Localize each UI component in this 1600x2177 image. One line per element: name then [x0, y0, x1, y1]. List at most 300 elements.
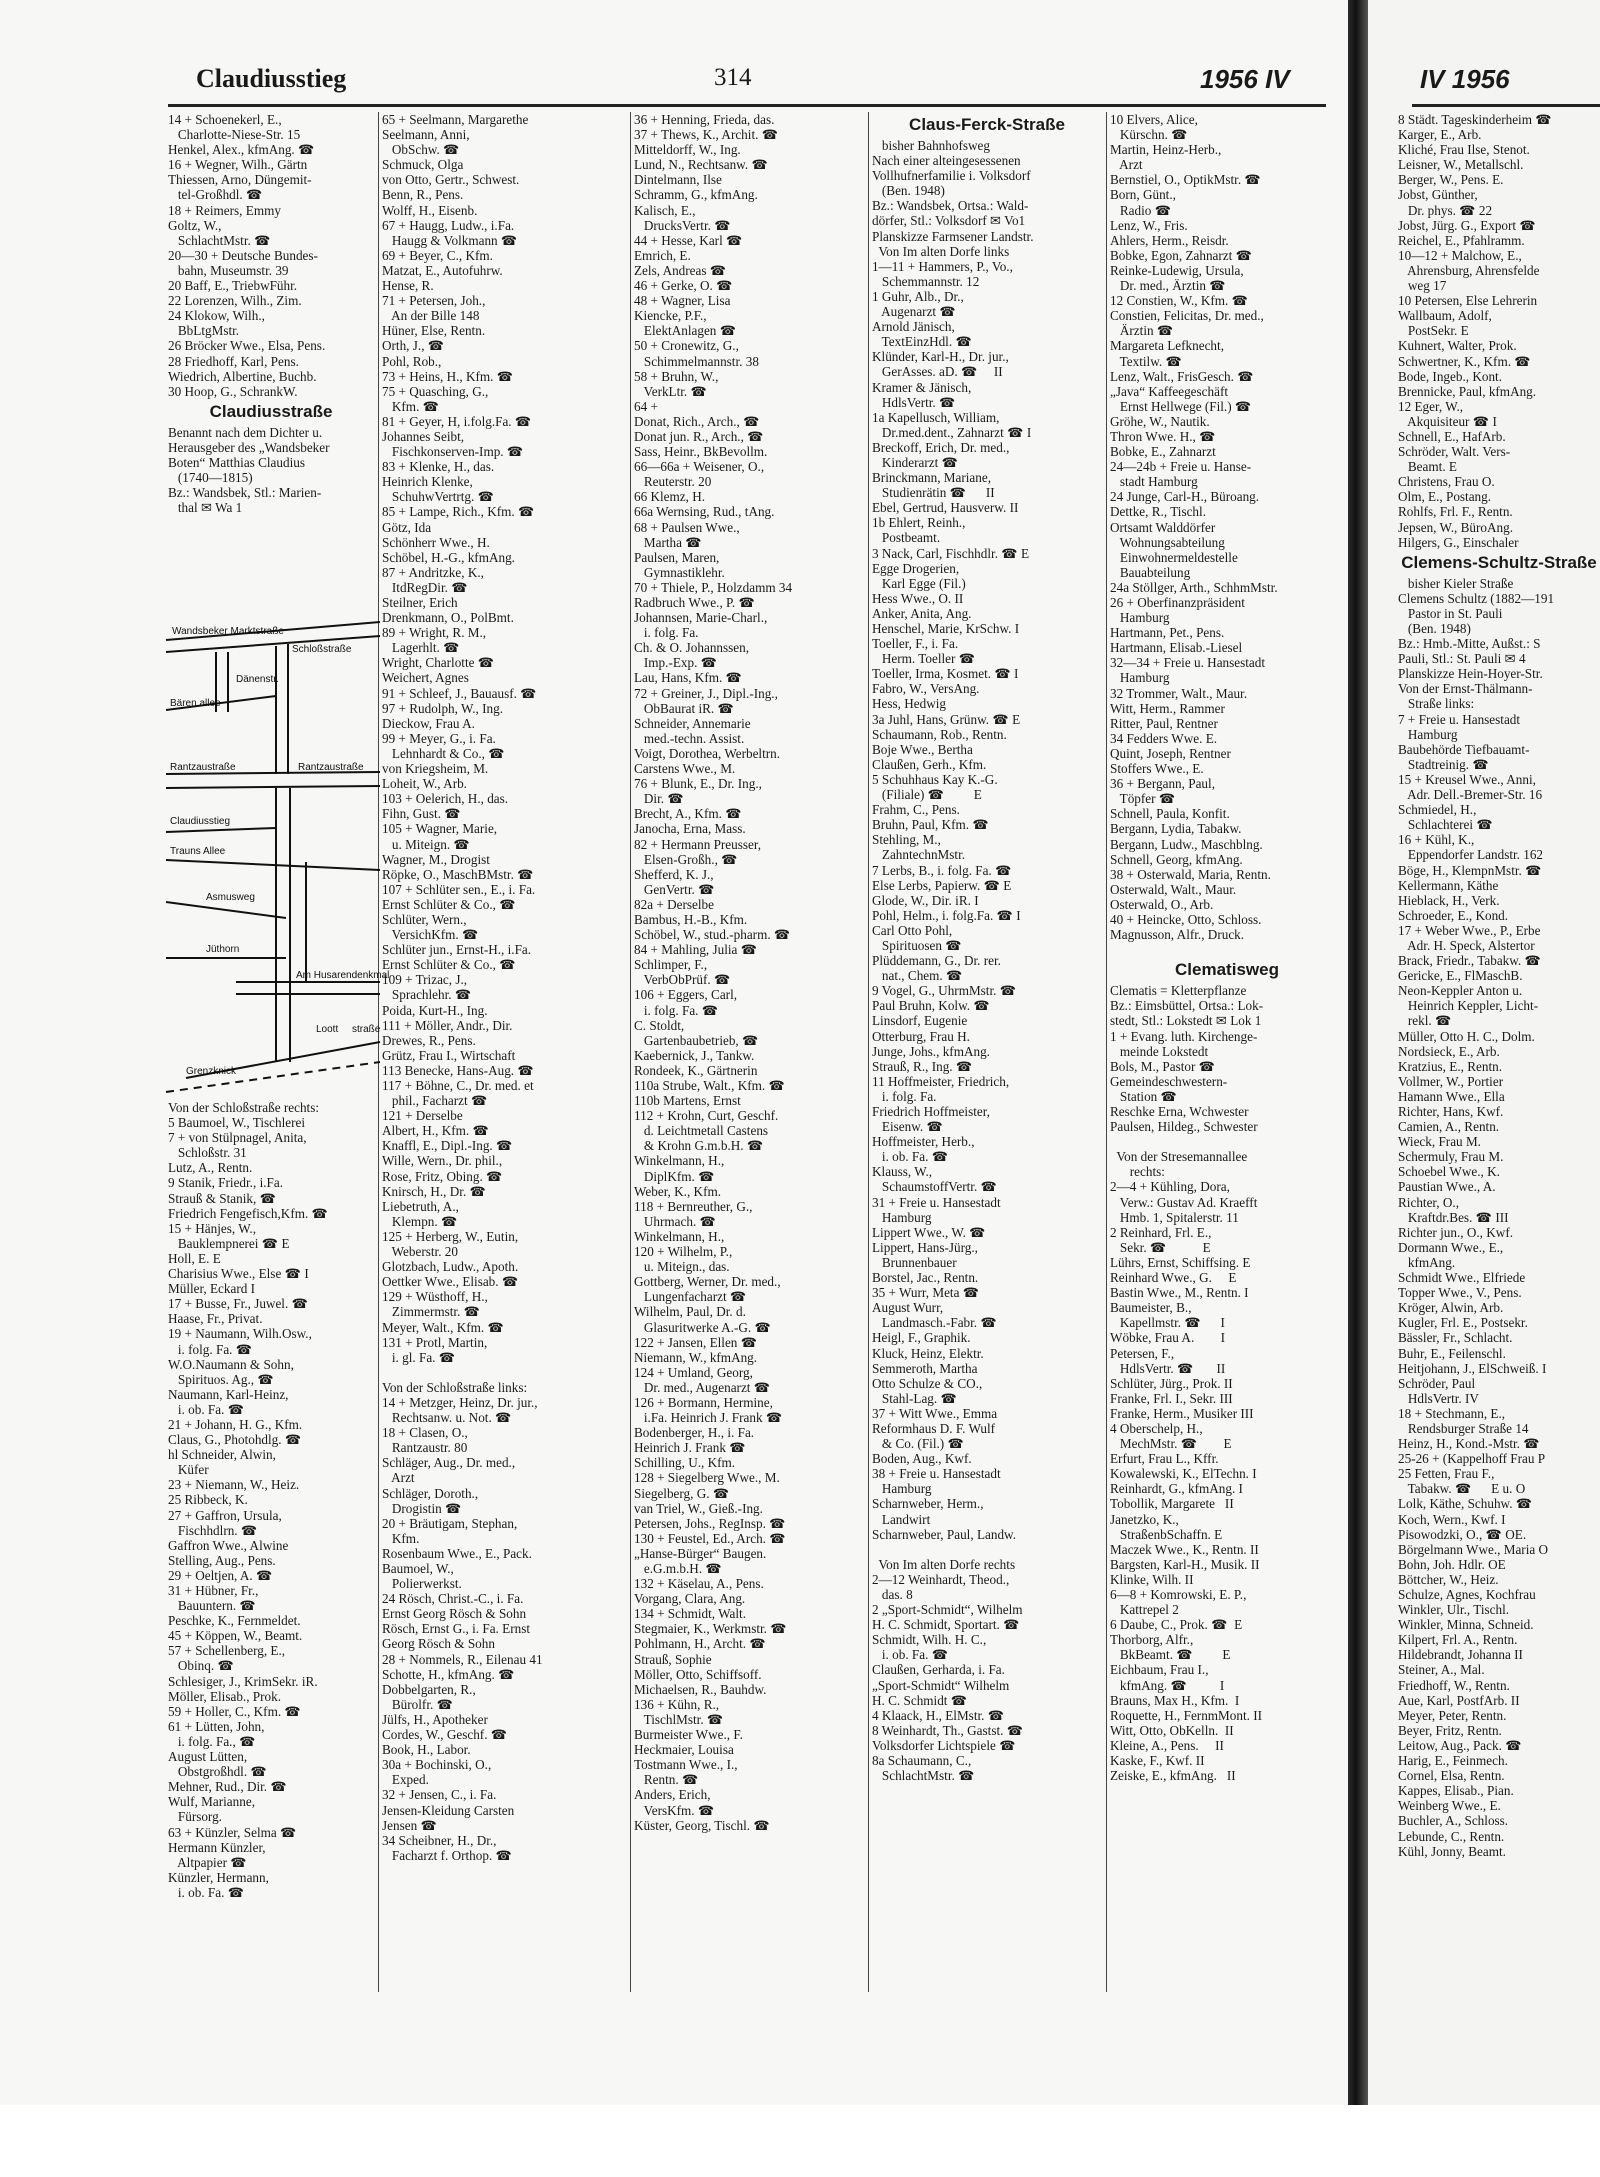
directory-entry: Gericke, E., FlMaschB.	[1398, 968, 1523, 984]
directory-entry: Wilhelm, Paul, Dr. d.	[634, 1304, 746, 1320]
directory-entry: Heitjohann, J., ElSchweiß. I	[1398, 1360, 1547, 1376]
directory-entry: 63 + Künzler, Selma ☎	[168, 1824, 297, 1840]
directory-entry: Schlüter, Wern.,	[382, 911, 467, 927]
directory-entry: Bambus, H.-B., Kfm.	[634, 911, 748, 927]
directory-entry: 20 Baff, E., TriebwFühr.	[168, 278, 298, 294]
directory-entry: Adr. Dell.-Bremer-Str. 16	[1398, 787, 1543, 803]
directory-entry: Knirsch, H., Dr. ☎	[382, 1183, 486, 1199]
directory-entry: Camien, A., Rentn.	[1398, 1119, 1500, 1135]
directory-entry: 109 + Trizac, J.,	[382, 972, 468, 988]
directory-entry: Charisius Wwe., Else ☎ I	[168, 1266, 309, 1282]
directory-entry: Reuterstr. 20	[634, 474, 712, 490]
directory-entry: Von Im alten Dorfe rechts	[872, 1556, 1016, 1572]
directory-entry: Hermann Künzler,	[168, 1839, 266, 1855]
directory-entry: Fabro, W., VersAng.	[872, 681, 980, 697]
directory-entry: Karger, E., Arb.	[1398, 127, 1482, 143]
directory-entry: Margareta Lefknecht,	[1110, 338, 1224, 354]
directory-entry: 12 Eger, W.,	[1398, 398, 1464, 414]
directory-entry: Buhr, E., Feilenschl.	[1398, 1345, 1506, 1361]
directory-entry: van Triel, W., Gieß.-Ing.	[634, 1500, 763, 1516]
directory-entry: Carstens Wwe., M.	[634, 761, 736, 777]
directory-entry: Michaelsen, R., Bauhdw.	[634, 1681, 767, 1697]
directory-entry: 50 + Cronewitz, G.,	[634, 338, 739, 354]
directory-column-5	[1110, 112, 1344, 1992]
directory-entry: Von der Stresemannallee	[1110, 1149, 1248, 1165]
directory-entry: 3a Juhl, Hans, Grünw. ☎ E	[872, 711, 1021, 727]
directory-entry: Osterwald, O., Arb.	[1110, 896, 1214, 912]
directory-entry: 23 + Niemann, W., Heiz.	[168, 1477, 300, 1493]
directory-entry: thal ✉ Wa 1	[168, 500, 243, 516]
directory-entry: von Kriegsheim, M.	[382, 761, 489, 777]
directory-entry: Radio ☎	[1110, 202, 1172, 218]
map-label: Rantzaustraße	[170, 762, 236, 773]
directory-entry: Kröger, Alwin, Arb.	[1398, 1300, 1504, 1316]
directory-entry: Rentn. ☎	[634, 1772, 699, 1788]
directory-entry: Leisner, W., Metallschl.	[1398, 157, 1524, 173]
directory-entry: Dieckow, Frau A.	[382, 715, 475, 731]
directory-entry: Erfurt, Frau L., Kffr.	[1110, 1451, 1219, 1467]
directory-entry: Facharzt f. Orthop. ☎	[382, 1847, 512, 1863]
directory-entry: Bruhn, Paul, Kfm. ☎	[872, 817, 989, 833]
directory-entry: Bürolfr. ☎	[382, 1696, 454, 1712]
directory-entry: StraßenbSchaffn. E	[1110, 1526, 1223, 1542]
directory-entry: 120 + Wilhelm, P.,	[634, 1244, 733, 1260]
directory-entry: Oettker Wwe., Elisab. ☎	[382, 1274, 519, 1290]
directory-entry: Bargsten, Karl-H., Musik. II	[1110, 1556, 1260, 1572]
directory-entry: Haase, Fr., Privat.	[168, 1311, 263, 1327]
directory-entry: Gartenbaubetrieb, ☎	[634, 1032, 759, 1048]
directory-entry: Christens, Frau O.	[1398, 474, 1495, 490]
directory-entry: 35 + Wurr, Meta ☎	[872, 1285, 980, 1301]
directory-entry: ObSchw. ☎	[382, 142, 460, 158]
directory-entry: 44 + Hesse, Karl ☎	[634, 232, 743, 248]
directory-entry: 61 + Lütten, John,	[168, 1718, 265, 1734]
directory-entry: Weberstr. 20	[382, 1244, 458, 1260]
directory-entry: C. Stoldt,	[634, 1017, 685, 1033]
directory-entry: 126 + Bormann, Hermine,	[634, 1394, 773, 1410]
directory-entry: Tobollik, Margarete II	[1110, 1496, 1234, 1512]
directory-entry: Reichel, E., Pfahlramm.	[1398, 232, 1525, 248]
directory-entry: Landmasch.-Fabr. ☎	[872, 1315, 997, 1331]
directory-entry: Lenz, Walt., FrisGesch. ☎	[1110, 368, 1254, 384]
directory-entry: Baumeister, B.,	[1110, 1300, 1192, 1316]
directory-entry: 8 Weinhardt, Th., Gastst. ☎	[872, 1722, 1024, 1738]
directory-entry: Klauss, W.,	[872, 1164, 933, 1180]
directory-entry: 103 + Oelerich, H., das.	[382, 791, 509, 807]
directory-entry: Küster, Georg, Tischl. ☎	[634, 1817, 770, 1833]
map-label: Schloßstraße	[292, 644, 352, 655]
directory-entry: Schöbel, W., stud.-pharm. ☎	[634, 927, 791, 943]
directory-entry: Meyer, Peter, Rentn.	[1398, 1707, 1507, 1723]
directory-entry: 17 + Busse, Fr., Juwel. ☎	[168, 1296, 308, 1312]
directory-entry: Dormann Wwe., E.,	[1398, 1239, 1504, 1255]
directory-entry: rekl. ☎	[1398, 1013, 1452, 1029]
directory-entry: Ernst Schlüter & Co., ☎	[382, 957, 516, 973]
directory-entry: Maczek Wwe., K., Rentn. II	[1110, 1541, 1259, 1557]
directory-entry: Kraftdr.Bes. ☎ III	[1398, 1209, 1509, 1225]
directory-entry: 64 +	[634, 398, 658, 414]
directory-entry: Bobke, E., Zahnarzt	[1110, 444, 1216, 460]
directory-entry: 32 + Jensen, C., i. Fa.	[382, 1787, 497, 1803]
directory-entry: 129 + Wüsthoff, H.,	[382, 1289, 488, 1305]
directory-entry: stadt Hamburg	[1110, 474, 1198, 490]
directory-entry: 67 + Haugg, Ludw., i.Fa.	[382, 217, 515, 233]
directory-entry: & Co. (Fil.) ☎	[872, 1436, 964, 1452]
directory-entry: 8 Städt. Tageskinderheim ☎	[1398, 112, 1552, 127]
running-head-year-right: IV 1956	[1420, 64, 1510, 94]
directory-entry: DiplKfm. ☎	[634, 1168, 715, 1184]
directory-entry: Dir. ☎	[634, 791, 684, 807]
directory-entry: Frahm, C., Pens.	[872, 802, 960, 818]
directory-entry: 9 Vogel, G., UhrmMstr. ☎	[872, 983, 1017, 999]
directory-entry: weg 17	[1398, 278, 1447, 294]
directory-entry: Constien, Felicitas, Dr. med.,	[1110, 308, 1264, 324]
directory-entry: 18 + Clasen, O.,	[382, 1425, 468, 1441]
directory-entry: GenVertr. ☎	[634, 881, 715, 897]
directory-entry: 125 + Herberg, W., Eutin,	[382, 1228, 519, 1244]
directory-entry: Toeller, Irma, Kosmet. ☎ I	[872, 666, 1019, 682]
directory-entry: Lührs, Ernst, Schiffsing. E	[1110, 1254, 1251, 1270]
street-heading: Claus-Ferck-Straße	[909, 115, 1065, 134]
directory-entry: Wright, Charlotte ☎	[382, 655, 495, 671]
directory-entry: Knaffl, E., Dipl.-Ing. ☎	[382, 1138, 513, 1154]
directory-entry: Glode, W., Dir. iR. I	[872, 892, 979, 908]
directory-entry: Naumann, Karl-Heinz,	[168, 1386, 289, 1402]
directory-entry: 40 + Heincke, Otto, Schloss.	[1110, 911, 1262, 927]
directory-entry: Book, H., Labor.	[382, 1742, 471, 1758]
directory-entry: Lippert, Hans-Jürg.,	[872, 1239, 978, 1255]
directory-entry: Sekr. ☎ E	[1110, 1239, 1211, 1255]
map-label: Asmusweg	[206, 892, 255, 903]
directory-entry: SchlachtMstr. ☎	[168, 232, 271, 248]
directory-entry: HdlsVertr. ☎	[872, 394, 956, 410]
directory-entry: Böttcher, W., Heiz.	[1398, 1571, 1499, 1587]
directory-entry: Winkler, Minna, Schneid.	[1398, 1617, 1534, 1633]
directory-entry: Kinderarzt ☎	[872, 454, 958, 470]
directory-entry: 131 + Protl, Martin,	[382, 1334, 488, 1350]
directory-entry: Kühl, Jonny, Beamt.	[1398, 1843, 1506, 1859]
directory-entry: Schermuly, Frau M.	[1398, 1149, 1504, 1165]
directory-entry: rechts:	[1110, 1164, 1165, 1180]
directory-entry: 4 Oberschelp, H.,	[1110, 1420, 1203, 1436]
directory-entry: 26 + Oberfinanzpräsident	[1110, 595, 1245, 610]
directory-entry: Schlachterei ☎	[1398, 817, 1493, 833]
directory-entry: (Ben. 1948)	[872, 183, 945, 199]
directory-entry: Kleine, A., Pens. II	[1110, 1737, 1224, 1753]
directory-entry: Kratzius, E., Rentn.	[1398, 1058, 1503, 1074]
directory-entry: Kappes, Elisab., Pian.	[1398, 1783, 1514, 1799]
directory-entry: Winkelmann, H.,	[634, 1228, 725, 1244]
directory-entry: hl Schneider, Alwin,	[168, 1447, 276, 1463]
directory-entry: Vollhufnerfamilie i. Volksdorf	[872, 168, 1031, 184]
directory-entry: Lenz, W., Fris.	[1110, 217, 1188, 233]
scan-margin	[0, 2105, 1600, 2177]
directory-entry: Gottberg, Werner, Dr. med.,	[634, 1274, 781, 1290]
directory-entry: Anders, Erich,	[634, 1787, 711, 1803]
directory-entry: Schöbel, H.-G., kfmAng.	[382, 549, 515, 565]
directory-entry: Witt, Herm., Rammer	[1110, 700, 1225, 716]
directory-entry: Ritter, Paul, Rentner	[1110, 715, 1218, 731]
directory-entry: Möller, Elisab., Prok.	[168, 1688, 282, 1704]
directory-entry: Heinrich Klenke,	[382, 474, 473, 490]
directory-entry: Magnusson, Alfr., Druck.	[1110, 927, 1245, 943]
directory-entry: 12 Constien, W., Kfm. ☎	[1110, 293, 1249, 309]
directory-entry: Lau, Hans, Kfm. ☎	[634, 670, 742, 686]
directory-entry: i. folg. Fa. ☎	[634, 1002, 719, 1018]
directory-entry: ZahntechnMstr.	[872, 847, 966, 863]
directory-entry: (Ben. 1948)	[1398, 621, 1471, 636]
directory-entry: Jensen ☎	[382, 1817, 437, 1833]
directory-entry: 10 Petersen, Else Lehrerin	[1398, 293, 1538, 309]
directory-entry: i. folg. Fa.	[634, 625, 699, 641]
directory-entry: Bode, Ingeb., Kont.	[1398, 368, 1503, 384]
directory-entry: 24 Rösch, Christ.-C., i. Fa.	[382, 1591, 524, 1607]
directory-entry: 37 + Witt Wwe., Emma	[872, 1405, 998, 1421]
directory-entry: Böge, H., KlempnMstr. ☎	[1398, 862, 1542, 878]
directory-entry: Kramer & Jänisch,	[872, 379, 972, 395]
directory-entry: Friedrich Hoffmeister,	[872, 1104, 990, 1119]
directory-entry: Stahl-Lag. ☎	[872, 1390, 957, 1406]
directory-entry: Hamburg	[1110, 610, 1170, 626]
directory-entry: Johannes Seibt,	[382, 428, 465, 444]
directory-entry: Shefferd, K. J.,	[634, 866, 714, 882]
directory-entry: Obstgroßhdl. ☎	[168, 1764, 267, 1780]
directory-entry: 15 + Kreusel Wwe., Anni,	[1398, 771, 1536, 787]
directory-entry: Planskizze Farmsener Landstr.	[872, 228, 1034, 244]
directory-entry: Götz, Ida	[382, 519, 432, 535]
directory-entry: Schnell, Paula, Konfit.	[1110, 806, 1230, 822]
street-heading: Clematisweg	[1175, 960, 1279, 980]
directory-entry: Leitow, Aug., Pack. ☎	[1398, 1737, 1522, 1753]
directory-entry: Drenkmann, O., PolBmt.	[382, 610, 514, 626]
directory-entry: Boten“ Matthias Claudius	[168, 454, 305, 470]
directory-entry: TischlMstr. ☎	[634, 1711, 724, 1727]
directory-entry: Quint, Joseph, Rentner	[1110, 745, 1231, 761]
directory-entry: Kürschn. ☎	[1110, 127, 1188, 143]
directory-entry: Fürsorg.	[168, 1809, 222, 1825]
directory-entry: Glotzbach, Ludw., Apoth.	[382, 1259, 519, 1275]
directory-entry: Station ☎	[1110, 1088, 1177, 1104]
directory-column-2	[382, 112, 626, 1992]
directory-entry: Heinz, H., Kond.-Mstr. ☎	[1398, 1436, 1540, 1452]
directory-entry: Ahlers, Herm., Reisdr.	[1110, 232, 1229, 248]
directory-entry: Lagerhlt. ☎	[382, 640, 460, 656]
directory-entry: HdlsVertr. ☎ II	[1110, 1360, 1226, 1376]
directory-entry: Koch, Wern., Kwf. I	[1398, 1511, 1506, 1527]
directory-entry: 32 Trommer, Walt., Maur.	[1110, 685, 1248, 701]
directory-entry: meinde Lokstedt	[1110, 1043, 1209, 1059]
directory-entry: 29 + Oeltjen, A. ☎	[168, 1567, 273, 1583]
directory-entry: Hamburg	[872, 1209, 932, 1225]
directory-entry: Martha ☎	[634, 534, 702, 550]
directory-entry: Holl, E. E	[168, 1250, 221, 1266]
directory-entry: 89 + Wright, R. M.,	[382, 625, 487, 641]
directory-entry: bisher Kieler Straße	[1398, 575, 1514, 591]
directory-entry: Topper Wwe., V., Pens.	[1398, 1285, 1522, 1301]
directory-entry: 25 Ribbeck, K.	[168, 1492, 248, 1508]
directory-entry	[1110, 942, 1344, 957]
directory-entry: Schröder, Paul	[1398, 1375, 1476, 1391]
directory-entry: Kapellmstr. ☎ I	[1110, 1315, 1225, 1331]
directory-entry: (1740—1815)	[168, 470, 253, 486]
directory-entry: 69 + Beyer, C., Kfm.	[382, 247, 493, 263]
directory-entry: Postbeamt.	[872, 530, 941, 546]
directory-entry: Bässler, Fr., Schlacht.	[1398, 1330, 1513, 1346]
directory-entry: Schneider, Annemarie	[634, 715, 751, 731]
directory-entry: Schwertner, K., Kfm. ☎	[1398, 353, 1531, 369]
directory-entry: 113 Benecke, Hans-Aug. ☎	[382, 1062, 534, 1078]
directory-entry: 1a Kapellusch, William,	[872, 409, 1000, 425]
directory-entry: Dr. med., Augenarzt ☎	[634, 1379, 771, 1395]
directory-entry: Reinke-Ludewig, Ursula,	[1110, 262, 1244, 278]
directory-column-3	[634, 112, 864, 1992]
directory-entry: Klünder, Karl-H., Dr. jur.,	[872, 349, 1009, 365]
directory-entry: 121 + Derselbe	[382, 1108, 463, 1124]
directory-entry: Petersen, Johs., RegInsp. ☎	[634, 1515, 786, 1531]
directory-entry: 20 + Bräutigam, Stephan,	[382, 1515, 518, 1531]
directory-entry: 16 + Kühl, K.,	[1398, 832, 1475, 848]
directory-entry: Spirituosen ☎	[872, 937, 962, 953]
directory-entry: u. Miteign. ☎	[382, 836, 470, 852]
directory-entry: Henkel, Alex., kfmAng. ☎	[168, 142, 315, 158]
directory-entry: Schlesiger, J., KrimSekr. iR.	[168, 1673, 318, 1689]
directory-entry: Hamburg	[1398, 726, 1458, 742]
directory-entry: 132 + Käselau, A., Pens.	[634, 1576, 764, 1592]
directory-entry: Kattrepel 2	[1110, 1602, 1179, 1618]
directory-entry: 110b Martens, Ernst	[634, 1093, 741, 1109]
directory-entry: Schmidt, Wilh. H. C.,	[872, 1632, 987, 1648]
directory-entry: Bergann, Ludw., Maschblng.	[1110, 836, 1263, 852]
directory-entry: 14 + Schoenekerl, E.,	[168, 112, 282, 127]
directory-entry: Reschke Erna, Wchwester	[1110, 1104, 1249, 1119]
directory-entry: Dobbelgarten, R.,	[382, 1681, 476, 1697]
directory-entry: Vollmer, W., Portier	[1398, 1073, 1504, 1089]
directory-entry: Dintelmann, Ilse	[634, 172, 722, 188]
directory-entry: 66—66a + Weisener, O.,	[634, 459, 765, 475]
directory-entry: Wille, Wern., Dr. phil.,	[382, 1153, 503, 1169]
directory-entry: med.-techn. Assist.	[634, 730, 745, 746]
directory-entry: Scharnweber, Herm.,	[872, 1496, 984, 1512]
directory-entry: Schröder, Walt. Vers-	[1398, 444, 1511, 460]
directory-entry: Franke, Frl. I., Sekr. III	[1110, 1390, 1233, 1406]
street-heading: Claudiusstraße	[209, 401, 333, 421]
directory-entry: 16 + Wegner, Wilh., Gärtn	[168, 157, 308, 173]
directory-entry: Steiner, A., Mal.	[1398, 1662, 1485, 1678]
directory-entry: Obinq. ☎	[168, 1658, 234, 1674]
directory-entry: 25 Fetten, Frau F.,	[1398, 1466, 1495, 1482]
directory-entry: Niemann, W., kfmAng.	[634, 1349, 758, 1365]
directory-entry: 136 + Kühn, R.,	[634, 1696, 720, 1712]
directory-entry: Strauß, R., Ing. ☎	[872, 1058, 973, 1074]
directory-entry: Wallbaum, Adolf,	[1398, 308, 1492, 324]
directory-entry: Schotte, H., kfmAng. ☎	[382, 1666, 515, 1682]
directory-entry: Kfm.	[382, 1530, 420, 1546]
map-label: Dänenstr.	[236, 674, 279, 685]
directory-entry: Stoffers Wwe., E.	[1110, 761, 1204, 777]
directory-entry: Berger, W., Pens. E.	[1398, 172, 1504, 188]
directory-entry: 1 Guhr, Alb., Dr.,	[872, 288, 964, 304]
directory-entry: Herausgeber des „Wandsbeker	[168, 439, 330, 455]
directory-entry: Donat jun. R., Arch., ☎	[634, 428, 764, 444]
directory-entry: Bastin Wwe., M., Rentn. I	[1110, 1285, 1249, 1301]
directory-entry: i. ob. Fa. ☎	[872, 1647, 949, 1663]
directory-entry: Schmidt Wwe., Elfriede	[1398, 1270, 1526, 1286]
directory-entry: Witt, Otto, ObKelln. II	[1110, 1722, 1234, 1738]
directory-entry: Liebetruth, A.,	[382, 1198, 459, 1214]
directory-entry: Schaumann, Rob., Rentn.	[872, 726, 1007, 742]
directory-entry: Zels, Andreas ☎	[634, 262, 727, 278]
directory-entry: ElektAnlagen ☎	[634, 323, 737, 339]
directory-entry: Kalisch, E.,	[634, 202, 696, 218]
directory-entry: Schläger, Aug., Dr. med.,	[382, 1455, 516, 1471]
directory-entry: 3 Nack, Carl, Fischhdlr. ☎ E	[872, 545, 1030, 561]
directory-entry: 24 Junge, Carl-H., Büroang.	[1110, 489, 1260, 505]
directory-entry: Lund, N., Rechtsanw. ☎	[634, 157, 768, 173]
directory-entry: Anker, Anita, Ang.	[872, 605, 972, 621]
directory-entry: 7 + Freie u. Hansestadt	[1398, 711, 1521, 727]
directory-entry: 46 + Gerke, O. ☎	[634, 278, 733, 294]
directory-entry: ItdRegDir. ☎	[382, 579, 468, 595]
directory-entry: Drogistin ☎	[382, 1500, 462, 1516]
directory-entry: Dr. phys. ☎ 22	[1398, 202, 1493, 218]
directory-entry: Rose, Fritz, Obing. ☎	[382, 1168, 503, 1184]
directory-entry: Paulsen, Hildeg., Schwester	[1110, 1119, 1258, 1135]
directory-entry: Heckmaier, Louisa	[634, 1742, 734, 1758]
directory-entry: Ahrensburg, Ahrensfelde	[1398, 262, 1540, 278]
map-label: Rantzaustraße	[298, 762, 364, 773]
directory-entry: 10—12 + Malchow, E.,	[1398, 247, 1522, 263]
directory-entry: & Krohn G.m.b.H. ☎	[634, 1138, 764, 1154]
directory-entry: Schloßstr. 31	[168, 1145, 247, 1161]
directory-entry: Haugg & Volkmann ☎	[382, 232, 518, 248]
directory-entry: Clemens Schultz (1882—191	[1398, 590, 1555, 606]
directory-entry: Ärztin ☎	[1110, 323, 1174, 339]
directory-entry: Paustian Wwe., A.	[1398, 1179, 1496, 1195]
directory-entry: Imp.-Exp. ☎	[634, 655, 718, 671]
directory-entry: 1—11 + Hammers, P., Vo.,	[872, 258, 1013, 274]
directory-entry: Rosenbaum Wwe., E., Pack.	[382, 1545, 532, 1561]
directory-entry: Schnell, E., HafArb.	[1398, 428, 1506, 444]
directory-entry: Wohnungsabteilung	[1110, 534, 1225, 550]
directory-entry: Beyer, Fritz, Rentn.	[1398, 1722, 1502, 1738]
directory-entry: Zimmermstr. ☎	[382, 1304, 481, 1320]
directory-entry: Gemeindeschwestern-	[1110, 1073, 1228, 1089]
directory-entry: Sprachlehr. ☎	[382, 987, 472, 1003]
directory-entry: Bz.: Eimsbüttel, Ortsa.: Lok-	[1110, 998, 1264, 1014]
directory-entry: Toeller, F., i. Fa.	[872, 636, 959, 652]
directory-entry: Dettke, R., Tischl.	[1110, 504, 1206, 520]
directory-entry: i. folg. Fa. ☎	[168, 1341, 253, 1357]
running-head-year-left: 1956 IV	[1200, 64, 1290, 94]
directory-entry: Paul Bruhn, Kolw. ☎	[872, 998, 990, 1014]
directory-entry: Bauuntern. ☎	[168, 1598, 256, 1614]
directory-entry: Nordsieck, E., Arb.	[1398, 1043, 1500, 1059]
directory-entry: Börgelmann Wwe., Maria O	[1398, 1541, 1549, 1557]
directory-entry: Schlüter, Jürg., Prok. II	[1110, 1375, 1233, 1391]
directory-entry: Kfm. ☎	[382, 398, 440, 414]
directory-entry: Friedhoff, W., Rentn.	[1398, 1677, 1510, 1693]
directory-entry: 107 + Schlüter sen., E., i. Fa.	[382, 881, 536, 897]
directory-entry: Polierwerkst.	[382, 1576, 462, 1592]
directory-entry: Emrich, E.	[634, 247, 691, 263]
directory-entry: Albert, H., Kfm. ☎	[382, 1123, 489, 1139]
directory-entry: e.G.m.b.H. ☎	[634, 1561, 722, 1576]
directory-entry: August Wurr,	[872, 1300, 944, 1316]
directory-entry: Tostmann Wwe., I.,	[634, 1757, 738, 1773]
directory-entry: i. gl. Fa. ☎	[382, 1349, 456, 1365]
directory-entry: 38 + Freie u. Hansestadt	[872, 1466, 1001, 1482]
directory-entry: Otterburg, Frau H.	[872, 1028, 970, 1044]
